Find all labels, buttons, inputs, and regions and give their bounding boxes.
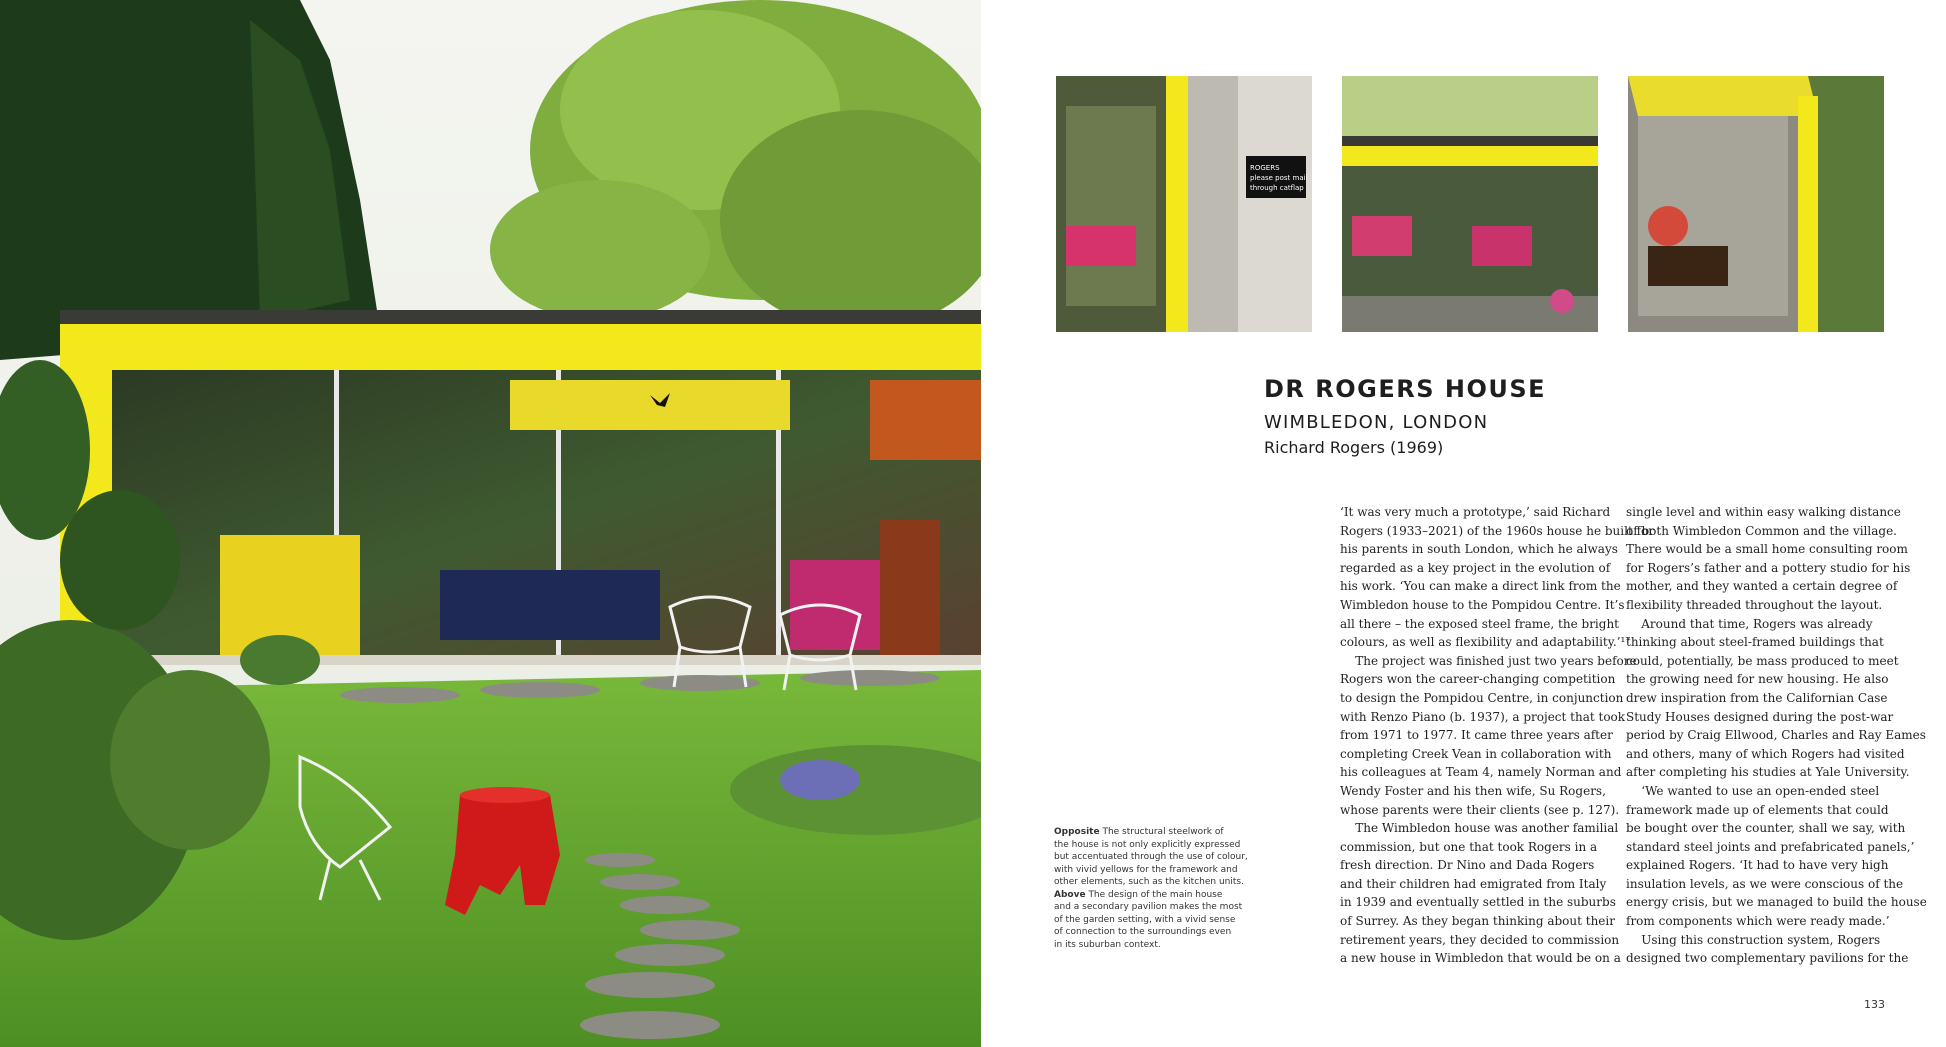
caption-line: the house is not only explicitly expressed <box>1054 839 1241 850</box>
body-text-line: Using this construction system, Rogers <box>1626 932 1881 947</box>
body-text-line: insulation levels, as we were conscious of the <box>1626 876 1904 891</box>
body-text-line: whose parents were their clients (see p. 127). <box>1340 802 1620 817</box>
architect-line: Richard Rogers (1969) <box>1264 438 1444 457</box>
body-text-line: drew inspiration from the Californian Case <box>1626 690 1888 705</box>
body-text-line: after completing his studies at Yale University. <box>1626 765 1910 780</box>
body-text-line: retirement years, they decided to commission <box>1340 932 1620 947</box>
body-text-line: thinking about steel-framed buildings that <box>1626 635 1884 650</box>
body-text-line: the growing need for new housing. He also <box>1626 672 1889 687</box>
body-text-line: Wimbledon house to the Pompidou Centre. It’s <box>1340 597 1625 612</box>
page-subtitle: WIMBLEDON, LONDON <box>1264 412 1489 433</box>
body-text-line: for Rogers’s father and a pottery studio for his <box>1626 560 1911 575</box>
body-text-line: The Wimbledon house was another familial <box>1340 821 1619 836</box>
body-text-line: fresh direction. Dr Nino and Dada Rogers <box>1340 858 1595 873</box>
body-text-line: standard steel joints and prefabricated panels,’ <box>1626 839 1915 854</box>
body-text-line: from components which were ready made.’ <box>1626 914 1890 929</box>
body-text-line: Rogers (1933–2021) of the 1960s house he built for <box>1340 523 1654 538</box>
body-column-1 <box>1340 503 1654 968</box>
body-text-line: to design the Pompidou Centre, in conjunction <box>1340 690 1624 705</box>
body-text-line: of both Wimbledon Common and the village. <box>1626 523 1897 538</box>
body-text-line: Around that time, Rogers was already <box>1626 616 1873 631</box>
body-text-line: of Surrey. As they began thinking about their <box>1340 914 1615 929</box>
body-text-line: Rogers won the career-changing competition <box>1340 672 1616 687</box>
body-text-line: and others, many of which Rogers had visited <box>1626 746 1905 761</box>
body-text-line: designed two complementary pavilions for the <box>1626 951 1909 966</box>
caption-above-label: Above <box>1054 889 1086 900</box>
body-text-line: There would be a small home consulting room <box>1626 542 1908 557</box>
sign-text-line: through catflap <box>1250 184 1304 192</box>
body-text-line: could, potentially, be mass produced to meet <box>1626 653 1899 668</box>
body-text-line: flexibility threaded throughout the layout. <box>1626 597 1883 612</box>
body-text-line: colours, as well as flexibility and adaptability.’¹⁷ <box>1340 635 1631 650</box>
page-number: 133 <box>1864 998 1885 1011</box>
caption-line: and a secondary pavilion makes the most <box>1054 902 1243 912</box>
body-text-line: in 1939 and eventually settled in the suburbs <box>1340 895 1616 910</box>
caption-opposite-label: Opposite <box>1054 827 1100 837</box>
body-text-line: his parents in south London, which he always <box>1340 542 1618 557</box>
page-title: DR ROGERS HOUSE <box>1264 375 1547 403</box>
body-text-line: all there – the exposed steel frame, the bright <box>1340 616 1619 631</box>
body-text-line: ‘It was very much a prototype,’ said Richard <box>1340 505 1611 519</box>
thumbnail-photo-entrance <box>1056 76 1312 332</box>
caption-above-line-1: Above The design of the main house <box>1054 889 1223 900</box>
body-text-line: The project was finished just two years before <box>1340 653 1637 668</box>
body-text-line: regarded as a key project in the evolution of <box>1340 560 1611 575</box>
caption-opposite-line-1: Opposite The structural steelwork of <box>1054 827 1224 837</box>
body-text-line: energy crisis, but we managed to build the house <box>1626 895 1927 910</box>
body-text-line: Study Houses designed during the post-war <box>1626 709 1894 724</box>
body-text-line: from 1971 to 1977. It came three years after <box>1340 728 1613 743</box>
body-text-line: Wendy Foster and his then wife, Su Rogers, <box>1340 783 1606 798</box>
caption-line: of the garden setting, with a vivid sense <box>1054 914 1236 925</box>
body-text-line: explained Rogers. ‘It had to have very high <box>1626 858 1889 873</box>
body-text-line: period by Craig Ellwood, Charles and Ray Eames <box>1626 728 1926 743</box>
thumbnail-photo-corner <box>1628 76 1884 332</box>
body-text-line: ‘We wanted to use an open-ended steel <box>1626 783 1880 798</box>
body-text-line: be bought over the counter, shall we say, with <box>1626 821 1906 836</box>
sign-text-line: please post mail <box>1250 174 1308 182</box>
caption-line: but accentuated through the use of colour, <box>1054 852 1248 862</box>
body-text-line: and their children had emigrated from Italy <box>1340 876 1607 891</box>
body-text-line: his colleagues at Team 4, namely Norman and <box>1340 765 1622 780</box>
body-text-line: commission, but one that took Rogers in a <box>1340 839 1598 854</box>
body-text-line: single level and within easy walking distance <box>1626 505 1901 519</box>
body-text-line: framework made up of elements that could <box>1626 802 1889 817</box>
body-text-line: completing Creek Vean in collaboration with <box>1340 746 1612 761</box>
photo-caption <box>1054 826 1248 951</box>
caption-line: in its suburban context. <box>1054 939 1161 950</box>
body-text-line: mother, and they wanted a certain degree of <box>1626 579 1898 594</box>
body-text-line: a new house in Wimbledon that would be on a <box>1340 951 1621 966</box>
sign-text-line: ROGERS <box>1250 164 1280 172</box>
caption-line: other elements, such as the kitchen units. <box>1054 877 1244 887</box>
thumbnail-photo-through-house <box>1342 76 1598 332</box>
body-text-line: his work. ‘You can make a direct link from the <box>1340 579 1621 594</box>
caption-line: with vivid yellows for the framework and <box>1054 864 1238 875</box>
body-column-2 <box>1626 503 1927 968</box>
body-text-line: with Renzo Piano (b. 1937), a project that took <box>1340 709 1626 724</box>
caption-line: of connection to the surroundings even <box>1054 927 1232 937</box>
